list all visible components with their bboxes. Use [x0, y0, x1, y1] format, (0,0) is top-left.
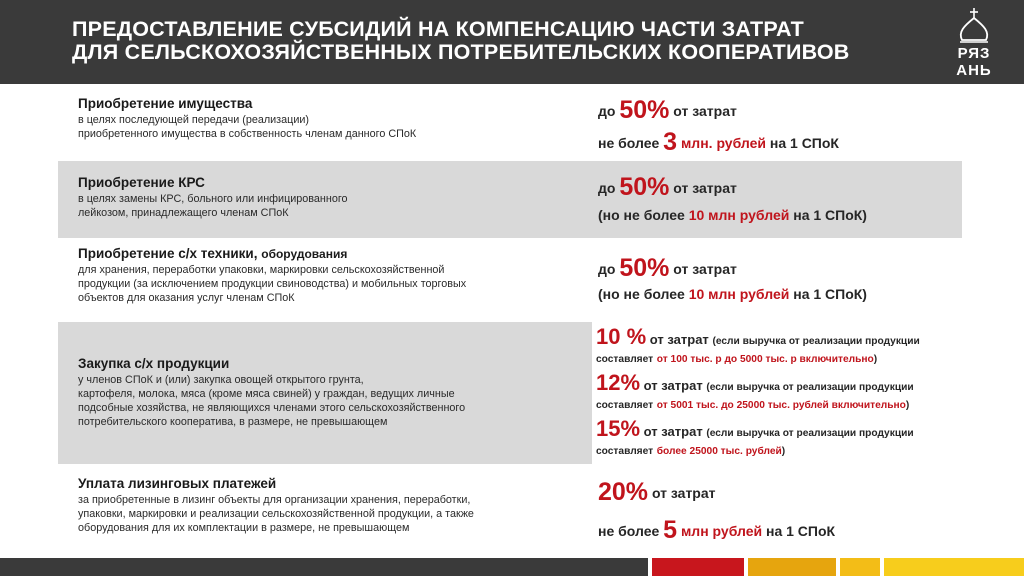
row-value [592, 161, 962, 238]
limit-suffix: на 1 СПоК) [793, 286, 867, 302]
svg-text:РЯЗ: РЯЗ [957, 45, 991, 62]
subsidy-row-machinery [58, 240, 962, 320]
row-value [592, 88, 962, 158]
condition-range-line [596, 441, 785, 461]
percent-value: 15% [596, 416, 641, 441]
page-title [72, 18, 850, 64]
condition-range: от 100 тыс. р до 5000 тыс. р включительно [656, 354, 874, 365]
row-desc-line: лейкозом, принадлежащего членам СПоК [78, 207, 289, 219]
condition-range-line [596, 395, 909, 415]
row-desc [78, 373, 578, 429]
row-desc-line: объектов для оказания услуг членам СПоК [78, 292, 295, 304]
limit-suffix: на 1 СПоК [769, 135, 839, 151]
row-desc-line: продукции (за исключением продукции свиноводства) и мобильных торговых [78, 278, 467, 290]
percent-value: 20% [598, 478, 649, 506]
condition-range: более 25000 тыс. рублей [656, 446, 782, 457]
condition-line [596, 324, 920, 351]
row-desc [78, 113, 578, 141]
percent-value: 50% [619, 254, 670, 282]
limit-value: 5 [663, 516, 678, 544]
row-title [78, 246, 578, 262]
condition-suffix: ) [873, 354, 878, 365]
row-title-extra: оборудования [261, 247, 348, 261]
limit-unit: млн рублей [680, 523, 763, 539]
condition-suffix: ) [905, 400, 910, 411]
value-suffix: от затрат [651, 485, 716, 501]
limit-suffix: на 1 СПоК) [793, 207, 867, 223]
value-suffix: от затрат [643, 424, 703, 439]
condition-note: (если выручка от реализации продукции [706, 382, 914, 393]
percent-value: 50% [619, 173, 670, 201]
value-suffix: от затрат [673, 103, 737, 119]
value-suffix: от затрат [673, 261, 737, 277]
footer-stripe-gold-light [840, 558, 880, 576]
condition-line [596, 416, 914, 443]
limit-prefix: не более [598, 523, 660, 539]
value-prefix: до [598, 103, 616, 119]
row-desc-line: оборудования для их комплектации в размере, не превышающем [78, 522, 410, 534]
row-desc-line: приобретенного имущества в собственность членам данного СПоК [78, 128, 417, 140]
row-desc-line: картофеля, молока, мяса (кроме мяса свиней) у граждан, ведущих личные [78, 388, 455, 400]
percent-value: 50% [619, 96, 670, 124]
row-desc-line: потребительского кооператива, в размере, не превышающем [78, 416, 388, 428]
percent-value: 12% [596, 370, 641, 395]
kremlin-dome-icon [944, 6, 1004, 80]
footer-stripe-dark [0, 558, 648, 576]
limit-value: 3 [663, 128, 678, 156]
footer-stripe-red [652, 558, 744, 576]
percent-value: 10 % [596, 324, 647, 349]
row-value [592, 240, 962, 320]
row-value [592, 322, 962, 464]
limit-unit: 10 млн рублей [688, 286, 790, 302]
condition-note: (если выручка от реализации продукции [712, 336, 920, 347]
subsidy-row-purchase [58, 322, 962, 464]
row-title: Приобретение имущества [78, 96, 253, 111]
row-desc-line: в целях последующей передачи (реализации) [78, 114, 309, 126]
value-suffix: от затрат [649, 332, 709, 347]
page-title-line2: ДЛЯ СЕЛЬСКОХОЗЯЙСТВЕННЫХ ПОТРЕБИТЕЛЬСКИХ КООПЕРАТИВОВ [72, 40, 850, 64]
row-title: Приобретение КРС [78, 175, 205, 190]
subsidy-row-leasing [58, 468, 962, 552]
row-value [592, 468, 962, 552]
subsidy-row-property [58, 88, 962, 158]
value-suffix: от затрат [673, 180, 737, 196]
row-desc [78, 493, 578, 535]
row-title: Закупка с/х продукции [78, 356, 230, 371]
header-bar [0, 0, 1024, 84]
row-desc-line: у членов СПоК и (или) закупка овощей открытого грунта, [78, 374, 364, 386]
condition-suffix: ) [781, 446, 786, 457]
row-title: Уплата лизинговых платежей [78, 476, 277, 491]
limit-prefix: (но не более [598, 286, 685, 302]
footer-stripe-gold [748, 558, 836, 576]
subsidy-row-cattle [58, 161, 962, 238]
ryazan-logo [944, 6, 1004, 80]
row-desc-line: в целях замены КРС, больного или инфицированного [78, 193, 348, 205]
row-desc-line: упаковки, маркировки и реализации сельскохозяйственной продукции, а также [78, 508, 474, 520]
footer-stripe-yellow [884, 558, 1024, 576]
page-title-line1: ПРЕДОСТАВЛЕНИЕ СУБСИДИЙ НА КОМПЕНСАЦИЮ ЧАСТИ ЗАТРАТ [72, 17, 805, 41]
condition-prefix: составляет [596, 400, 654, 411]
row-desc [78, 192, 578, 220]
limit-prefix: (но не более [598, 207, 685, 223]
condition-range-line [596, 349, 877, 369]
limit-suffix: на 1 СПоК [766, 523, 836, 539]
condition-line [596, 370, 914, 397]
svg-text:АНЬ: АНЬ [956, 62, 992, 79]
condition-range: от 5001 тыс. до 25000 тыс. рублей включительно [656, 400, 906, 411]
row-desc [78, 263, 578, 305]
condition-note: (если выручка от реализации продукции [706, 428, 914, 439]
limit-prefix: не более [598, 135, 660, 151]
row-desc-line: для хранения, переработки упаковки, маркировки сельскохозяйственной [78, 264, 445, 276]
limit-unit: 10 млн рублей [688, 207, 790, 223]
limit-unit: млн. рублей [680, 135, 766, 151]
row-title-main: Приобретение с/х техники, [78, 246, 258, 261]
value-suffix: от затрат [643, 378, 703, 393]
condition-prefix: составляет [596, 354, 654, 365]
condition-prefix: составляет [596, 446, 654, 457]
row-desc-line: за приобретенные в лизинг объекты для организации хранения, переработки, [78, 494, 471, 506]
value-prefix: до [598, 180, 616, 196]
row-desc-line: подсобные хозяйства, не являющихся членами этого сельскохозяйственного [78, 402, 466, 414]
value-prefix: до [598, 261, 616, 277]
